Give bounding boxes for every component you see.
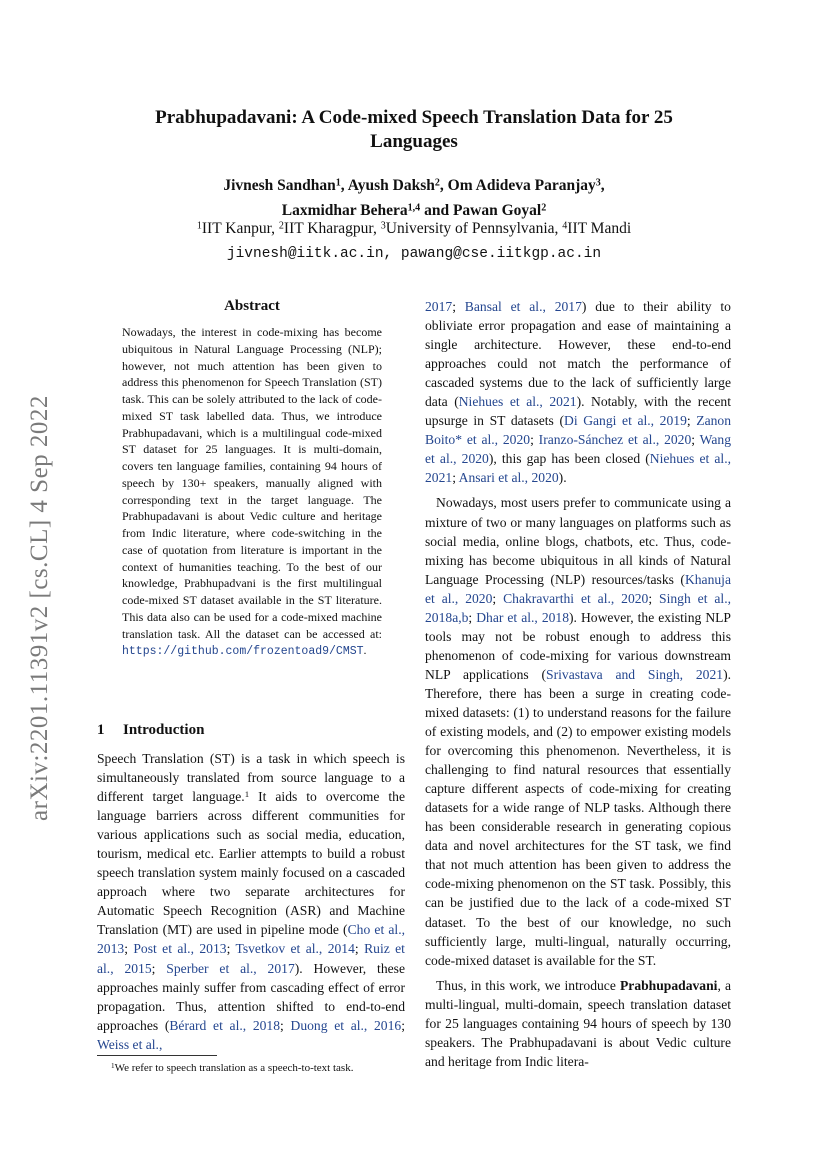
text-run: ). [558, 470, 567, 486]
author-name: Om Adideva Paranjay [447, 177, 596, 194]
body-paragraph [425, 493, 731, 969]
citation-link[interactable]: Dhar et al., 2018 [476, 609, 570, 625]
affiliation-name: IIT Kanpur, [201, 220, 279, 237]
body-paragraph [425, 297, 731, 487]
text-run: ; [124, 941, 134, 957]
text-run: ; [492, 590, 504, 606]
citation-link[interactable]: Ruiz et al., 2015 [97, 941, 405, 976]
text-run: Nowadays, most users prefer to communicate using a mixture of two or many languages on platforms such as social media, online blogs, chatbots, etc. Thus, code-mixing has become ubiquitous in all kinds of Natural Language Processing (NLP) resources/tasks ( [425, 495, 731, 587]
author-name: Ayush Daksh [347, 177, 435, 194]
right-column [425, 297, 731, 1071]
citation-link[interactable]: Zanon Boito* et al., 2020 [425, 413, 731, 448]
text-run: ; [280, 1017, 291, 1033]
introduction-left-column [97, 749, 405, 1054]
affiliation-mark: 4 [562, 220, 568, 232]
text-run: ; [648, 590, 660, 606]
body-paragraph [425, 976, 731, 1071]
text-run: ; [151, 960, 167, 976]
citation-link[interactable]: Di Gangi et al., 2019 [564, 413, 687, 429]
author-name: Laxmidhar Behera [281, 202, 408, 219]
author-affiliation-mark: 3 [595, 177, 601, 189]
affiliation-mark: 1 [196, 220, 202, 232]
affiliations [100, 218, 728, 240]
footnote-number: 1 [111, 1061, 115, 1070]
citation-link[interactable]: Post et al., 2013 [133, 941, 227, 957]
text-run: Thus, in this work, we introduce [436, 977, 620, 993]
footnote-rule [97, 1055, 217, 1056]
author-affiliation-mark: 2 [434, 177, 440, 189]
text-run: ). Notably, with the recent upsurge in ST datasets ( [425, 394, 731, 429]
citation-link[interactable]: Srivastava and Singh, 2021 [546, 666, 724, 682]
citation-link[interactable]: Niehues et al., 2021 [425, 451, 731, 486]
citation-link[interactable]: Wang et al., 2020 [425, 432, 731, 467]
citation-link[interactable]: Khanuja et al., 2020 [425, 571, 731, 606]
citation-link[interactable]: Duong et al., 2016 [290, 1017, 402, 1033]
citation-link[interactable]: Weiss et al., [97, 1036, 163, 1052]
text-run: ; [226, 941, 236, 957]
arxiv-identifier: arXiv:2201.11391v2 [cs.CL] 4 Sep 2022 [26, 395, 53, 821]
affiliation-name: University of Pennsylvania, [385, 220, 563, 237]
citation-link[interactable]: Chakravarthi et al., 2020 [503, 590, 649, 606]
text-run: ; [452, 470, 459, 486]
footnote [97, 1061, 405, 1075]
text-run: ; [468, 609, 477, 625]
text-run: ; [452, 299, 465, 314]
author-name: and Pawan Goyal [424, 202, 542, 219]
section-heading-introduction [97, 720, 204, 740]
title-line-1: Prabhupadavani: A Code-mixed Speech Translation Data for 25 [155, 107, 673, 128]
intro-paragraph [97, 749, 405, 1054]
citation-link[interactable]: 2017 [425, 299, 453, 314]
abstract-period: . [363, 643, 367, 658]
citation-link[interactable]: Tsvetkov et al., 2014 [235, 941, 355, 957]
author-affiliation-mark: 1,4 [407, 202, 421, 214]
author-emails: jivnesh@iitk.ac.in, pawang@cse.iitkgp.ac.in [226, 246, 602, 262]
arxiv-sidebar-stamp [10, 373, 70, 843]
text-run: ; [354, 941, 365, 957]
citation-link[interactable]: Bérard et al., 2018 [169, 1017, 281, 1033]
author-list: Jivnesh Sandhan$^1$, Ayush Daksh$^2$, Om Adideva Paranjay$^3$, Laxmidhar Behera$^{1,4}$ and Pawan Goyal$^2$ [223, 177, 605, 219]
text-run: Speech Translation (ST) is a task in which speech is simultaneously translated from source language to a different target language. [97, 751, 405, 805]
affiliation-name: IIT Kharagpur, [283, 220, 381, 237]
affiliation-name: IIT Mandi [567, 220, 632, 237]
text-run: It aids to overcome the language barriers across different communities for various applications such as social media, education, tourism, medical etc. Earlier attempts to build a robust speech translation system mainly focused on a cascaded approach where two separate architectures for Automatic Speech Recognition (ASR) and Machine Translation (MT) are used in pipeline mode ( [97, 789, 405, 938]
footnote-text: We refer to speech translation as a speech-to-text task. [114, 1062, 354, 1074]
section-title: Introduction [123, 722, 205, 738]
citation-link[interactable]: Sperber et al., 2017 [166, 960, 295, 976]
citation-link[interactable]: Bansal et al., 2017 [464, 299, 582, 314]
author-affiliation-mark: 2 [541, 202, 547, 214]
text-run: ; [530, 432, 539, 448]
text-run: ), this gap has been closed ( [488, 451, 650, 467]
citation-link[interactable]: Niehues et al., 2021 [458, 394, 577, 410]
text-run: ). However, these approaches mainly suffer from cascading effect of error propagation. Thus, attention shifted to end-to-end approaches ( [97, 960, 405, 1033]
footnote-marker[interactable]: 1 [244, 789, 250, 800]
citation-link[interactable]: Cho et al., 2013 [97, 922, 405, 957]
text-run: ). However, the existing NLP tools may not be robust enough to address this phenomenon of code-mixing for various downstream NLP applications ( [425, 609, 731, 682]
paper-title [100, 106, 728, 154]
citation-link[interactable]: Singh et al., 2018a,b [425, 590, 731, 625]
dataset-name-bold: Prabhupadavani [619, 977, 718, 993]
citation-link[interactable]: Iranzo-Sánchez et al., 2020 [538, 432, 692, 448]
title-line-2: Languages [370, 131, 458, 152]
text-run: ). Therefore, there has been a surge in creating code-mixed datasets: (1) to understand reasons for the failure of existing models, and (2) to empower existing models for overcoming this phenomenon. Nevertheless, it is challenging to find natural resources that essentially capture different aspects of code-mixing for creating datasets for a wide range of NLP tasks. Although there has been considerable research in generating copious data and novel architectures for the ST task, we find that not much attention has been given to address the code-mixing phenomenon on the ST task. Possibly, this can be justified due to the lack of a code-mixed ST dataset. To the best of our knowledge, no such sufficiently large, multi-lingual, naturally occurring, code-mixed dataset is available for the ST. [425, 666, 731, 968]
author-affiliation-mark: 1 [335, 177, 341, 189]
text-run: ; [401, 1017, 405, 1033]
text-run: ) due to their ability to obliviate error propagation and ease of maintaining a single architecture. However, these end-to-end approaches could not match the performance of cascaded systems due to the lack of sufficiently large data ( [425, 299, 731, 410]
abstract-body [122, 324, 382, 661]
text-run: ; [686, 413, 697, 429]
citation-link[interactable]: Ansari et al., 2020 [458, 470, 559, 486]
text-run: , a multi-lingual, multi-domain, speech translation dataset for 25 languages containing 94 hours of speech by 130 speakers. The Prabhupadavani is about Vedic culture and heritage from Indic litera- [425, 977, 731, 1069]
affiliation-mark: 2 [278, 220, 284, 232]
abstract-text: Nowadays, the interest in code-mixing has become ubiquitous in Natural Language Processing (NLP); however, not much attention has been given to address this phenomenon for Speech Translation (ST) task. This can be solely attributed to the lack of code-mixed ST task labelled data. Thus, we introduce Prabhupadavani, which is a multilingual code-mixed ST dataset for 25 languages. It is multi-domain, covers ten language families, containing 94 hours of speech by 130+ speakers, manually aligned with corresponding text in the target language. The Prabhupadavani is about Vedic culture and heritage from Indic literature, where code-switching in the case of quotation from literature is important in the context of humanities teaching. To the best of our knowledge, Prabhupadvani is the first multilingual code-mixed ST dataset available in the ST literature. This data also can be used for a code-mixed machine translation task. All the dataset can be accessed at: [122, 325, 382, 641]
section-number: 1 [97, 722, 105, 738]
abstract-heading: Abstract [224, 298, 280, 314]
dataset-link[interactable]: https://github.com/frozentoad9/CMST [122, 645, 364, 659]
author-name: Jivnesh Sandhan [223, 177, 336, 194]
text-run: ; [691, 432, 700, 448]
affiliation-mark: 3 [380, 220, 386, 232]
